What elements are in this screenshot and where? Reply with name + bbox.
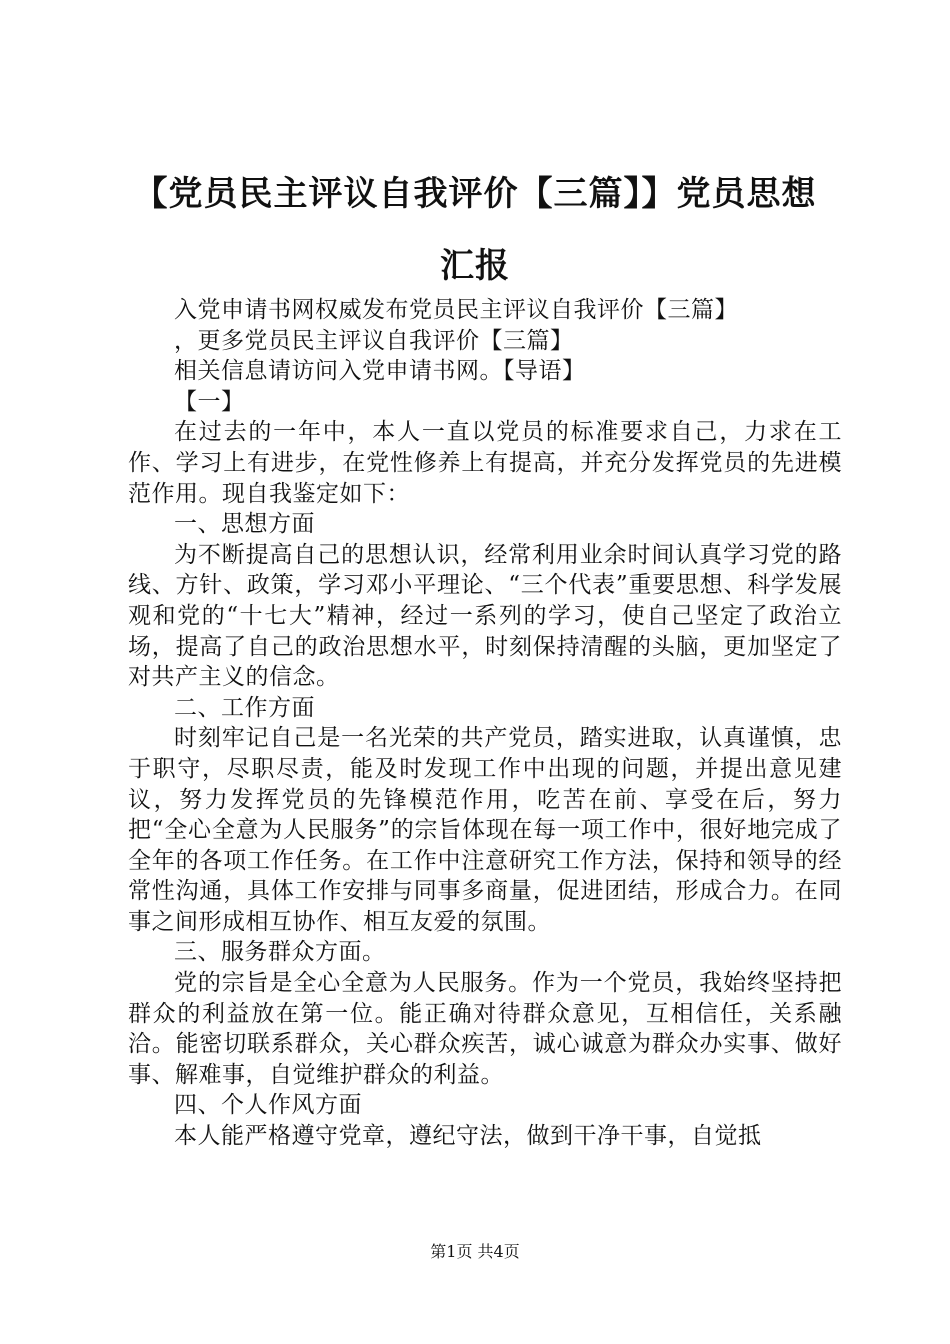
- intro-line: 相关信息请访问入党申请书网。【导语】: [174, 358, 586, 385]
- paragraph: 时刻牢记自己是一名光荣的共产党员，踏实进取，认真谨慎，忠于职守，尽职尽责，能及时发现工作中出现的问题，并提出意见建议，努力发挥党员的先锋模范作用，吃苦在前、享受在后，努力把“全心全意为人民服务”的宗旨体现在每一项工作中，很好地完成了全年的各项工作任务。在工作中注意研究工作方法，保持和领导的经常性沟通，具体工作安排与同事多商量，促进团结，形成合力。在同事之间形成相互协作、相互友爱的氛围。: [128, 725, 842, 935]
- document-title: [100, 158, 850, 302]
- paragraph: 在过去的一年中，本人一直以党员的标准要求自己，力求在工作、学习上有进步，在党性修养上有提高，并充分发挥党员的先进模范作用。现自我鉴定如下：: [128, 419, 842, 507]
- section-heading: 一、思想方面: [174, 511, 315, 538]
- page-footer: 第1页 共4页: [430, 1242, 520, 1261]
- paragraph: 本人能严格遵守党章，遵纪守法，做到干净干事，自觉抵: [174, 1123, 762, 1150]
- paragraph: 为不断提高自己的思想认识，经常利用业余时间认真学习党的路线、方针、政策，学习邓小平理论、“三个代表”重要思想、科学发展观和党的“十七大”精神，经过一系列的学习，使自己坚定了政治立场，提高了自己的政治思想水平，时刻保持清醒的头脑，更加坚定了对共产主义的信念。: [128, 541, 842, 691]
- section-heading: 四、个人作风方面: [174, 1092, 362, 1119]
- paragraph: 党的宗旨是全心全意为人民服务。作为一个党员，我始终坚持把群众的利益放在第一位。能正确对待群众意见，互相信任，关系融洽。能密切联系群众，关心群众疾苦，诚心诚意为群众办实事、做好事、解难事，自觉维护群众的利益。: [128, 970, 842, 1088]
- section-heading: 三、服务群众方面。: [174, 939, 386, 966]
- document-body: [128, 295, 842, 1152]
- section-marker: 【一】: [174, 388, 245, 415]
- intro-line: ，更多党员民主评议自我评价【三篇】: [174, 327, 574, 354]
- title-line-1: 【党员民主评议自我评价【三篇】】党员思想: [133, 174, 817, 214]
- intro-line: 入党申请书网权威发布党员民主评议自我评价【三篇】: [174, 297, 738, 323]
- title-line-2: 汇报: [440, 246, 510, 286]
- section-heading: 二、工作方面: [174, 694, 315, 721]
